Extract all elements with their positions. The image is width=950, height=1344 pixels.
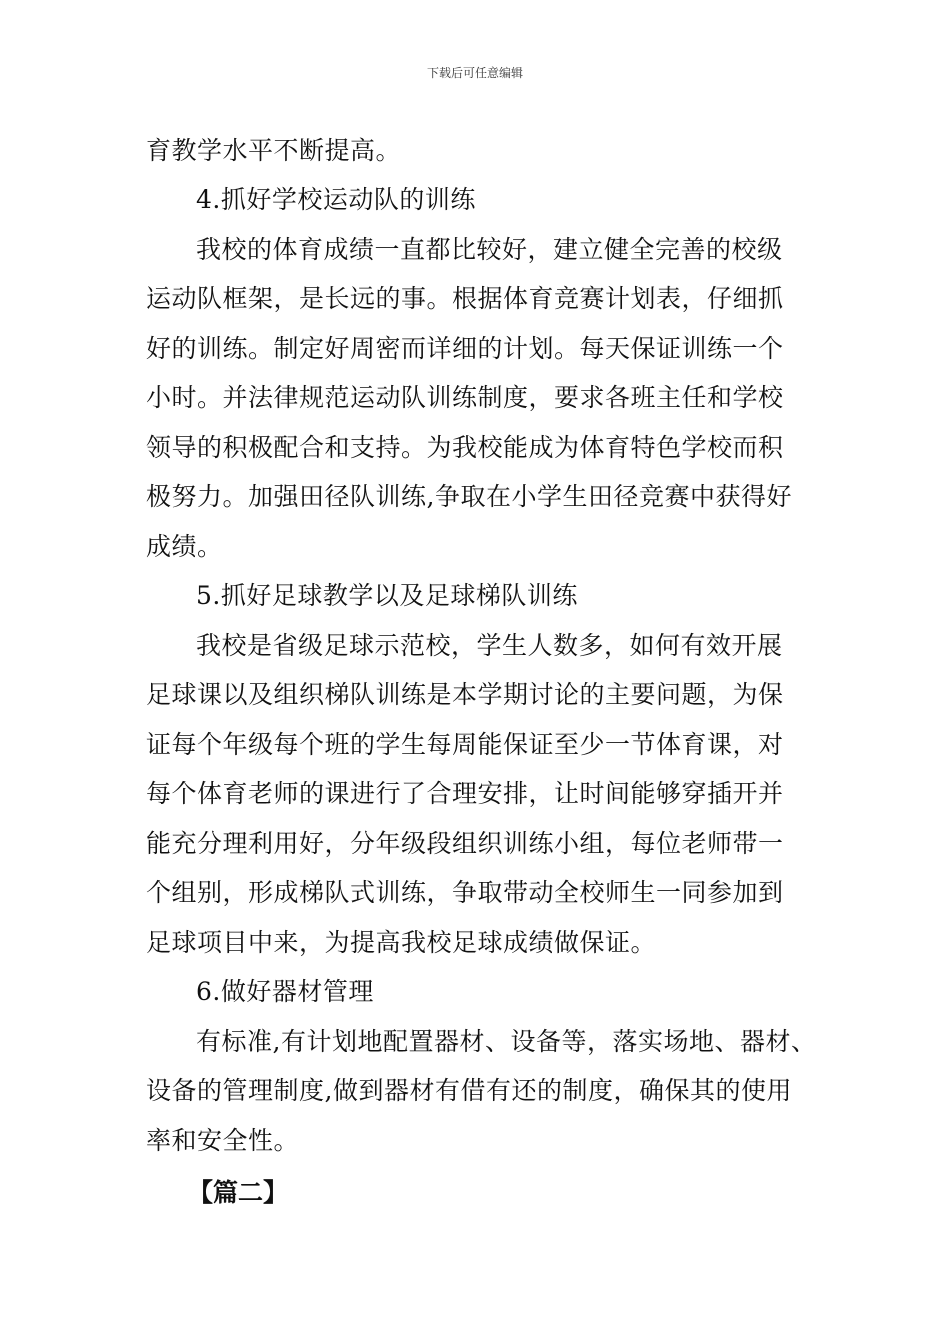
body-line: 小时。并法律规范运动队训练制度，要求各班主任和学校 xyxy=(146,383,784,412)
body-line: 成绩。 xyxy=(146,532,223,561)
body-line: 运动队框架，是长远的事。根据体育竞赛计划表，仔细抓 xyxy=(146,284,784,313)
body-line: 我校是省级足球示范校，学生人数多，如何有效开展 xyxy=(196,631,783,660)
body-line: 每个体育老师的课进行了合理安排，让时间能够穿插开并 xyxy=(146,779,784,808)
body-line: 足球课以及组织梯队训练是本学期讨论的主要问题，为保 xyxy=(146,680,784,709)
section-heading-6: 6.做好器材管理 xyxy=(196,977,374,1006)
body-line: 能充分理利用好，分年级段组织训练小组，每位老师带一 xyxy=(146,829,784,858)
body-line: 率和安全性。 xyxy=(146,1126,300,1155)
body-line: 极努力。加强田径队训练,争取在小学生田径竞赛中获得好 xyxy=(146,482,792,511)
body-line: 育教学水平不断提高。 xyxy=(146,136,402,165)
section-title: 【篇二】 xyxy=(188,1178,289,1207)
section-heading-5: 5.抓好足球教学以及足球梯队训练 xyxy=(196,581,578,610)
body-line: 证每个年级每个班的学生每周能保证至少一节体育课，对 xyxy=(146,730,784,759)
body-line: 我校的体育成绩一直都比较好，建立健全完善的校级 xyxy=(196,235,783,264)
body-line: 个组别，形成梯队式训练，争取带动全校师生一同参加到 xyxy=(146,878,784,907)
body-line: 足球项目中来，为提高我校足球成绩做保证。 xyxy=(146,928,657,957)
body-line: 设备的管理制度,做到器材有借有还的制度，确保其的使用 xyxy=(146,1076,792,1105)
section-heading-4: 4.抓好学校运动队的训练 xyxy=(196,185,476,214)
body-line: 领导的积极配合和支持。为我校能成为体育特色学校而积 xyxy=(146,433,784,462)
body-line: 好的训练。制定好周密而详细的计划。每天保证训练一个 xyxy=(146,334,784,363)
page-header: 下载后可任意编辑 xyxy=(426,66,523,80)
body-line: 有标准,有计划地配置器材、设备等，落实场地、器材、 xyxy=(196,1027,817,1056)
